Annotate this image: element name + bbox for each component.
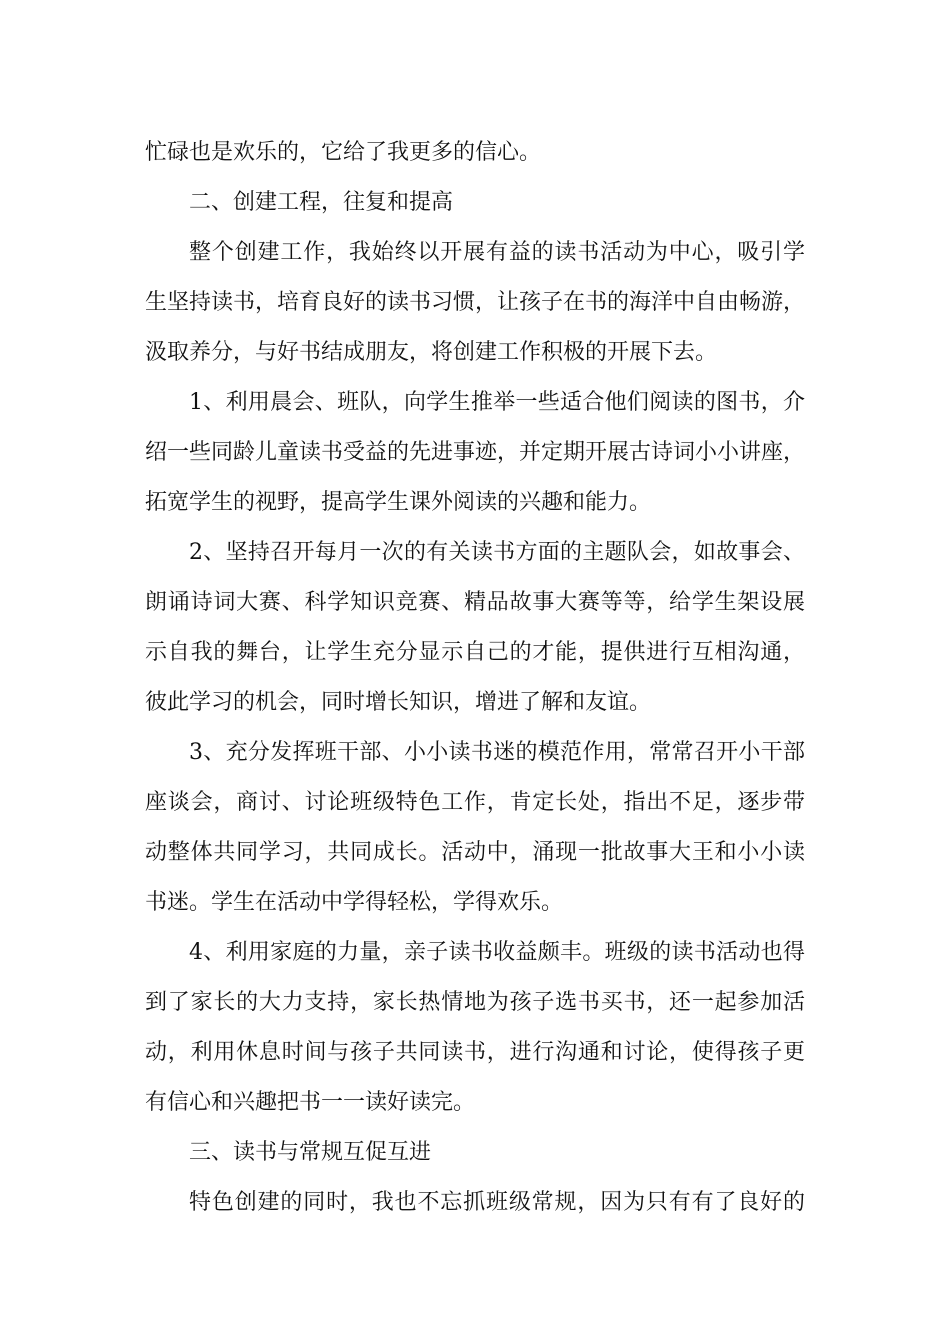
text-line: 朗诵诗词大赛、科学知识竞赛、精品故事大赛等等，给学生架设展 (145, 590, 805, 615)
text-line: 动，利用休息时间与孩子共同读书，进行沟通和讨论，使得孩子更 (145, 1040, 805, 1065)
text-line: 特色创建的同时，我也不忘抓班级常规，因为只有有了良好的 (189, 1190, 805, 1215)
text-line: 书迷。学生在活动中学得轻松，学得欢乐。 (145, 890, 564, 915)
document-body (145, 128, 805, 1228)
text-line: 示自我的舞台，让学生充分显示自己的才能，提供进行互相沟通， (145, 640, 805, 665)
text-line: 有信心和兴趣把书一一读好读完。 (145, 1090, 476, 1115)
text-line: 生坚持读书，培育良好的读书习惯，让孩子在书的海洋中自由畅游， (145, 290, 806, 315)
text-line: 到了家长的大力支持，家长热情地为孩子选书买书，还一起参加活 (145, 990, 805, 1015)
text-line: 4、利用家庭的力量，亲子读书收益颇丰。班级的读书活动也得 (189, 940, 805, 965)
text-line: 拓宽学生的视野，提高学生课外阅读的兴趣和能力。 (145, 490, 652, 515)
text-line: 1、利用晨会、班队，向学生推举一些适合他们阅读的图书，介 (189, 390, 805, 415)
text-line: 2、坚持召开每月一次的有关读书方面的主题队会，如故事会、 (189, 540, 805, 565)
text-line: 彼此学习的机会，同时增长知识，增进了解和友谊。 (145, 690, 652, 715)
text-line: 3、充分发挥班干部、小小读书迷的模范作用，常常召开小干部 (189, 740, 805, 765)
text-line: 绍一些同龄儿童读书受益的先进事迹，并定期开展古诗词小小讲座， (145, 440, 806, 465)
text-line: 动整体共同学习，共同成长。活动中，涌现一批故事大王和小小读 (145, 840, 805, 865)
text-line: 忙碌也是欢乐的，它给了我更多的信心。 (145, 140, 542, 165)
text-line: 整个创建工作，我始终以开展有益的读书活动为中心，吸引学 (189, 240, 805, 265)
section-heading: 二、创建工程，往复和提高 (189, 190, 454, 215)
section-heading: 三、读书与常规互促互进 (189, 1140, 432, 1165)
text-line: 汲取养分，与好书结成朋友，将创建工作积极的开展下去。 (145, 340, 718, 365)
text-line: 座谈会，商讨、讨论班级特色工作，肯定长处，指出不足，逐步带 (145, 790, 805, 815)
